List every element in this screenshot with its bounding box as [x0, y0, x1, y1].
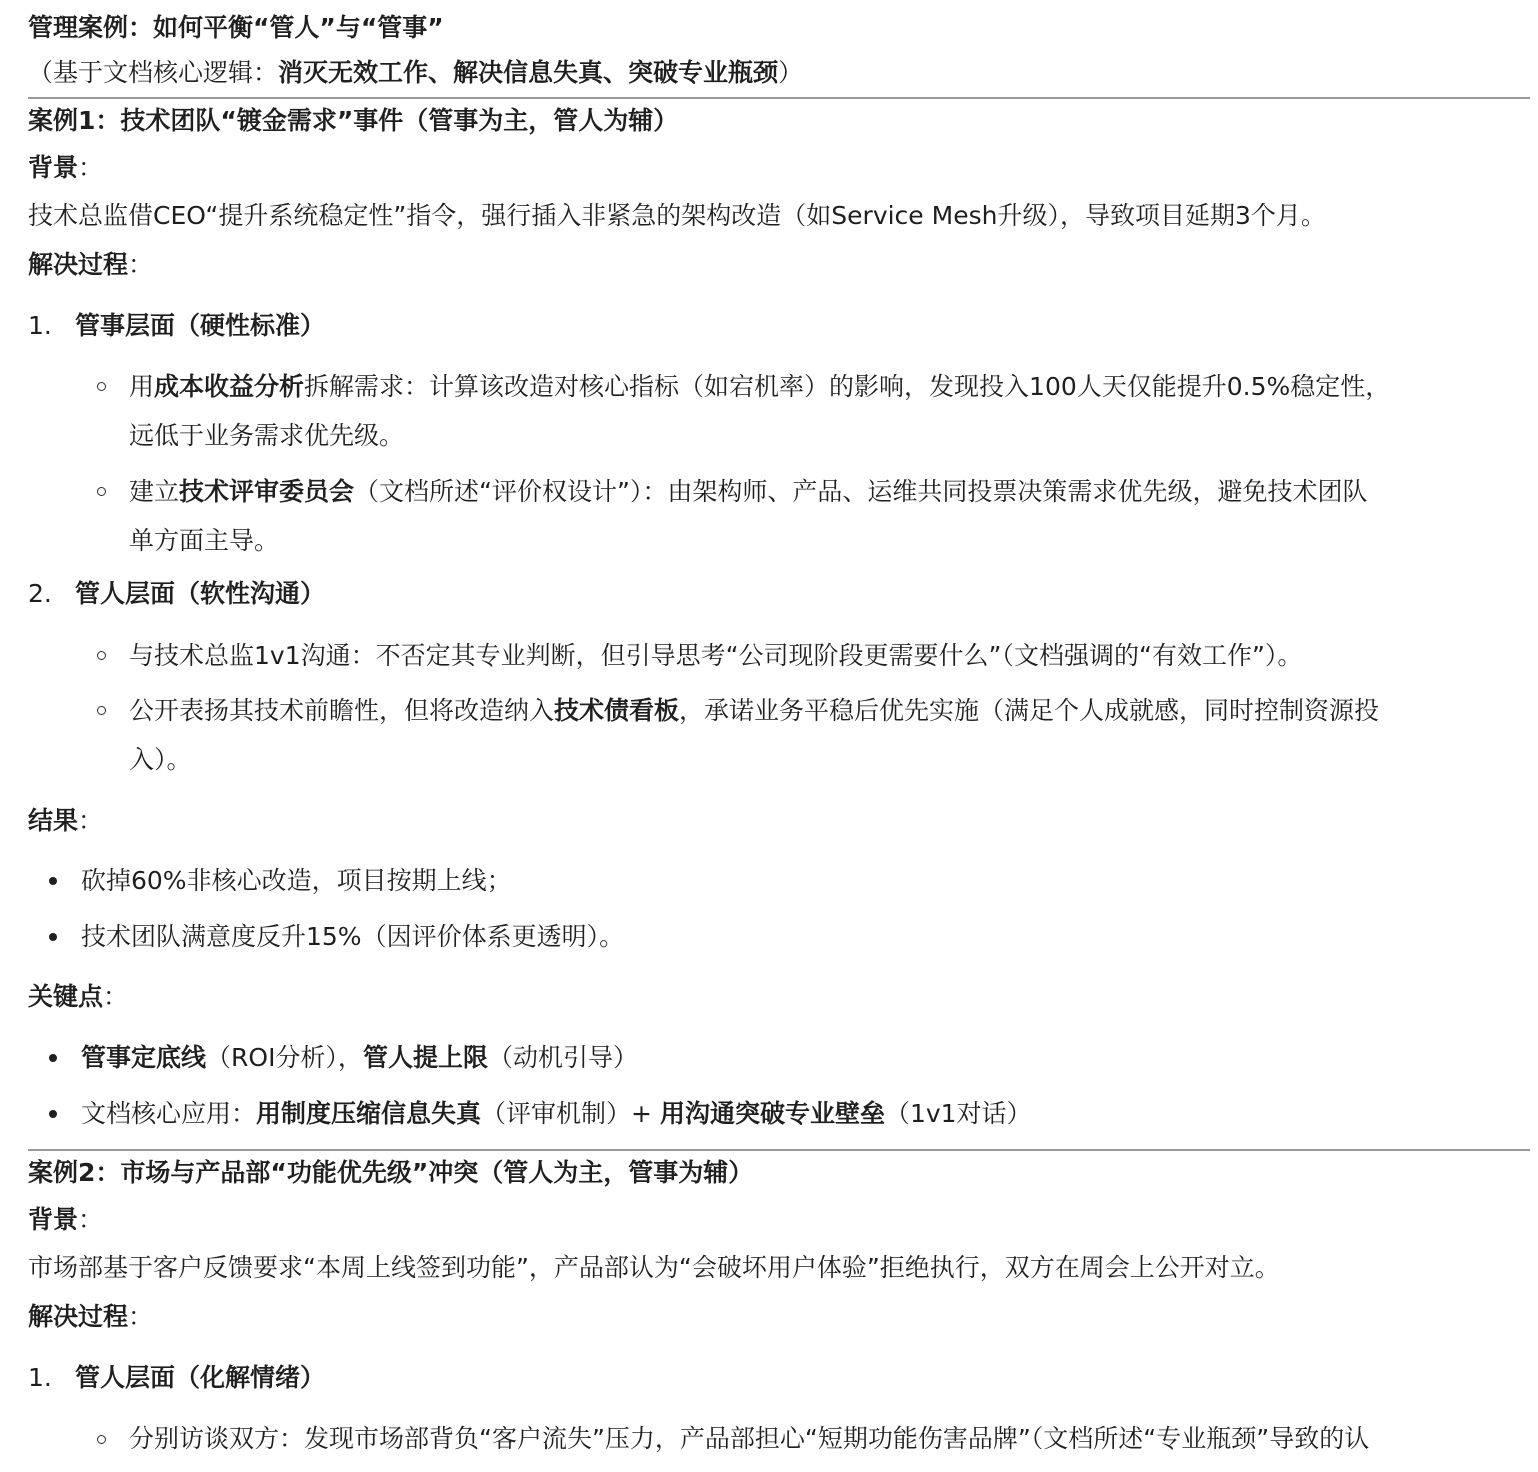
case1-step1-item1-cont: 远低于业务需求优先级。 [129, 421, 405, 450]
case1-step1-item2-cont: 单方面主导。 [129, 526, 280, 555]
case1-step2-item1: 与技术总监1v1沟通：不否定其专业判断，但引导思考“公司现阶段更需要什么”（文档强调的“有效工作”）。 [129, 641, 1303, 670]
divider [28, 97, 1530, 99]
case1-step2-title: 管人层面（软性沟通） [75, 579, 326, 608]
divider [28, 1149, 1530, 1151]
page-subtitle: （基于文档核心逻辑：消灭无效工作、解决信息失真、突破专业瓶颈） [28, 58, 804, 87]
case1-key-item2: 文档核心应用：用制度压缩信息失真（评审机制）+ 用沟通突破专业壁垒（1v1对话） [81, 1099, 1032, 1128]
list-bullet-circle [97, 487, 106, 496]
case1-step1-item1: 用成本收益分析拆解需求：计算该改造对核心指标（如宕机率）的影响，发现投入100人天仅能提升0.5%稳定性， [129, 372, 1391, 401]
case1-process-label: 解决过程： [28, 250, 154, 279]
case1-step2-item2-cont: 入）。 [129, 745, 192, 774]
case2-step1-number: 1. [28, 1363, 52, 1392]
case2-step1-item1: 分别访谈双方：发现市场部背负“客户流失”压力，产品部担心“短期功能伤害品牌”（文档所述“专业瓶颈”导致的认 [129, 1424, 1370, 1453]
list-bullet-circle [97, 1435, 106, 1444]
list-bullet-circle [97, 651, 106, 660]
case1-result-item: 技术团队满意度反升15%（因评价体系更透明）。 [81, 922, 625, 951]
case1-step1-item2: 建立技术评审委员会（文档所述“评价权设计”）：由架构师、产品、运维共同投票决策需求优先级，避免技术团队 [129, 477, 1368, 506]
case1-result-item: 砍掉60%非核心改造，项目按期上线； [81, 866, 512, 895]
list-bullet-circle [97, 706, 106, 715]
case2-process-label: 解决过程： [28, 1302, 154, 1331]
case1-step1-number: 1. [28, 311, 52, 340]
list-bullet-dot [49, 1110, 57, 1118]
case1-key-item1: 管事定底线（ROI分析），管人提上限（动机引导） [81, 1043, 638, 1072]
case1-key-label: 关键点： [28, 982, 129, 1011]
case2-background-text: 市场部基于客户反馈要求“本周上线签到功能”，产品部认为“会破坏用户体验”拒绝执行，双方在周会上公开对立。 [28, 1253, 1280, 1282]
list-bullet-dot [49, 933, 57, 941]
case1-step2-number: 2. [28, 579, 52, 608]
case1-background-text: 技术总监借CEO“提升系统稳定性”指令，强行插入非紧急的架构改造（如Service Mesh升级），导致项目延期3个月。 [28, 201, 1326, 230]
case1-step2-item2: 公开表扬其技术前瞻性，但将改造纳入技术债看板，承诺业务平稳后优先实施（满足个人成就感，同时控制资源投 [129, 696, 1380, 725]
case1-heading: 案例1：技术团队“镀金需求”事件（管事为主，管人为辅） [28, 106, 679, 135]
case1-result-label: 结果： [28, 806, 104, 835]
case1-step1-title: 管事层面（硬性标准） [75, 311, 326, 340]
case2-step1-title: 管人层面（化解情绪） [75, 1363, 326, 1392]
case1-background-label: 背景： [28, 153, 104, 182]
list-bullet-dot [49, 877, 57, 885]
case2-background-label: 背景： [28, 1205, 104, 1234]
list-bullet-circle [97, 382, 106, 391]
page-title: 管理案例：如何平衡“管人”与“管事” [28, 13, 444, 42]
list-bullet-dot [49, 1054, 57, 1062]
case2-heading: 案例2：市场与产品部“功能优先级”冲突（管人为主，管事为辅） [28, 1158, 754, 1187]
